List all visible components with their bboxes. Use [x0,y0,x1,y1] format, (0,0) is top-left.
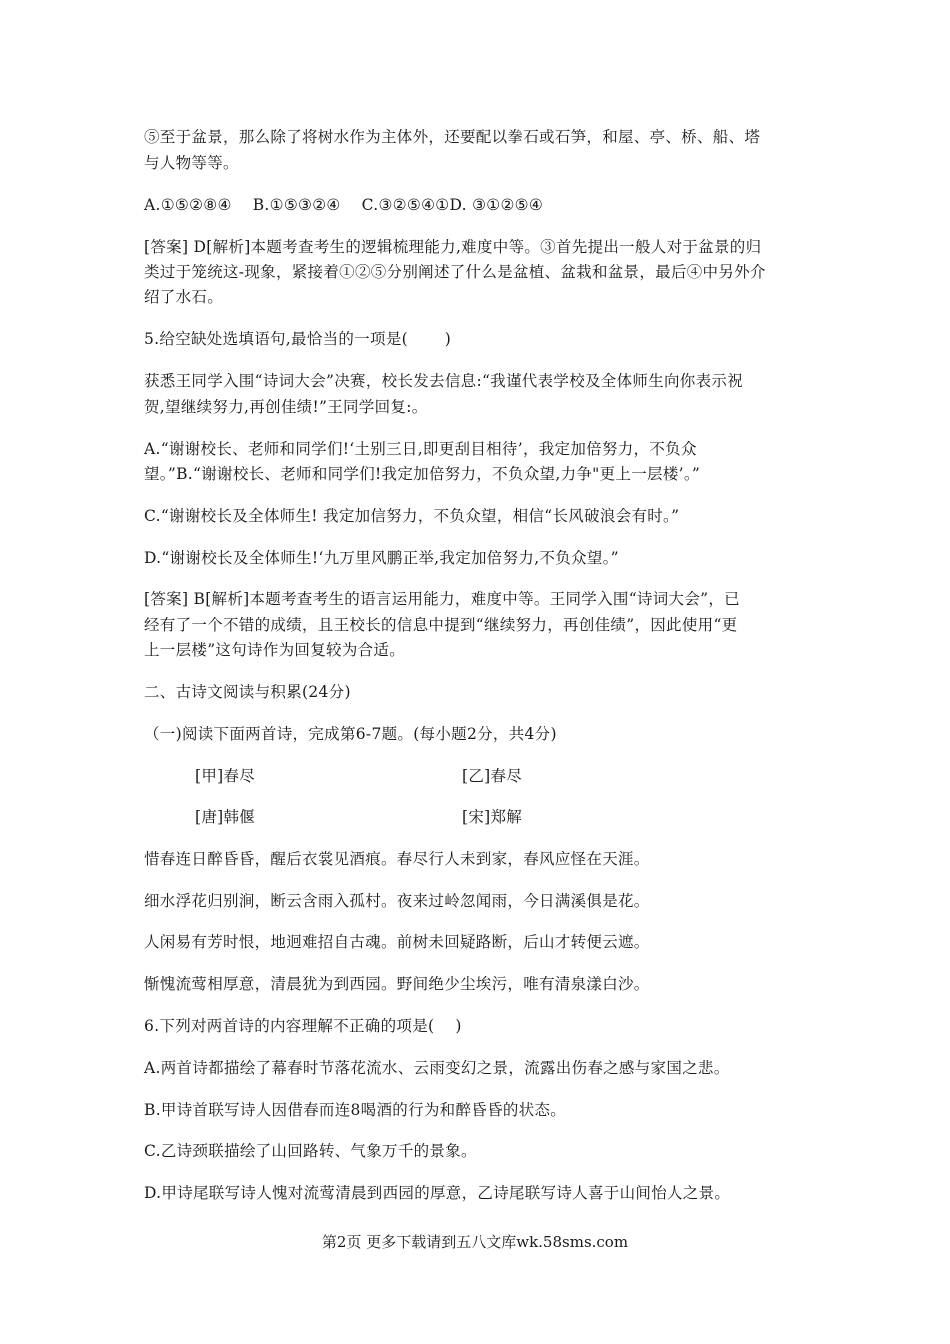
q4-answer-line-1: [答案] D[解析]本题考查考生的逻辑梳理能力,难度中等。③首先提出一般人对于盆景的归 [144,238,762,256]
q5-option-a-line-1: A.“谢谢校长、老师和同学们!‘土别三日,即更刮目相待’，我定加倍努力，不负众 [144,440,697,458]
subsection-1-instruction: （一)阅读下面两首诗，完成第6-7题。(每小题2分，共4分) [144,725,557,743]
poem-b-author: [宋]郑解 [462,808,523,826]
q6-option-b: B.甲诗首联写诗人因借春而连8喝酒的行为和醉昏昏的状态。 [144,1101,567,1119]
q5-option-c: C.“谢谢校长及全体师生! 我定加信努力，不负众望，相信“长风破浪会有时。” [144,507,680,525]
q5-option-a-line-2: 望。”B.“谢谢校长、老师和同学们!我定加倍努力，不负众望,力争"更上一层楼’。” [144,465,701,483]
poem-line-4: 惭愧流莺相厚意，清晨犹为到西园。野间绝少尘埃污，唯有清泉漾白沙。 [144,975,650,993]
q4-choices: A.①⑤②⑧④ B.①⑤③②④ C.③②⑤④①D. ③①②⑤④ [144,196,544,214]
option-5-line-1: ⑤至于盆景，那么除了将树水作为主体外，还要配以拳石或石笋，和屋、亭、桥、船、塔 [144,128,761,146]
section-2-heading: 二、古诗文阅读与积累(24分) [144,683,351,701]
q5-answer-line-1: [答案] B[解析]本题考查考生的语言运用能力，难度中等。王同学入围“诗词大会”，已 [144,590,740,608]
q4-answer-line-2: 类过于笼统这-现象，紧接着①②⑤分别阐述了什么是盆植、盆栽和盆景，最后④中另外介 [144,263,766,281]
q6-option-c: C.乙诗颈联描绘了山回路转、气象万千的景象。 [144,1142,477,1160]
q4-answer-line-3: 绍了水石。 [144,288,224,306]
q6-option-d: D.甲诗尾联写诗人愧对流莺清晨到西园的厚意，乙诗尾联写诗人喜于山间怡人之景。 [144,1184,731,1202]
poem-line-1: 惜春连日醉昏昏，醒后衣裳见酒痕。春尽行人未到家，春风应怪在天涯。 [144,850,650,868]
q5-stem: 5.给空缺处选填语句,最恰当的一项是( ) [144,330,452,348]
page-footer: 第2页 更多下载请到五八文库wk.58sms.com [321,1233,629,1251]
q6-option-a: A.两首诗都描绘了幕春时节落花流水、云雨变幻之景，流露出伤春之感与家国之悲。 [144,1059,730,1077]
q5-context-line-2: 贺,望继续努力,再创佳绩!”王同学回复:。 [144,398,428,416]
q6-stem: 6.下列对两首诗的内容理解不正确的项是( ) [144,1017,462,1035]
poem-a-title: [甲]春尽 [195,767,256,785]
q5-answer-line-3: 上一层楼”这句诗作为回复较为合适。 [144,641,406,659]
option-5-line-2: 与人物等等。 [144,154,239,172]
q5-answer-line-2: 经有了一个不错的成绩，且王校长的信息中提到“继续努力，再创佳绩”，因此使用“更 [144,616,738,634]
poem-b-title: [乙]春尽 [462,767,523,785]
q5-option-d: D.“谢谢校长及全体师生!‘九万里风鹏正举,我定加倍努力,不负众望。” [144,549,619,567]
poem-line-2: 细水浮花归别涧，断云含雨入孤村。夜来过岭忽闻雨，今日满溪俱是花。 [144,892,650,910]
poem-line-3: 人闲易有芳时恨，地迥难招自古魂。前树未回疑路断，后山才转便云遮。 [144,933,650,951]
q5-context-line-1: 获悉王同学入围“诗词大会”决赛，校长发去信息:“我谨代表学校及全体师生向你表示祝 [144,372,743,390]
poem-a-author: [唐]韩偃 [195,808,256,826]
